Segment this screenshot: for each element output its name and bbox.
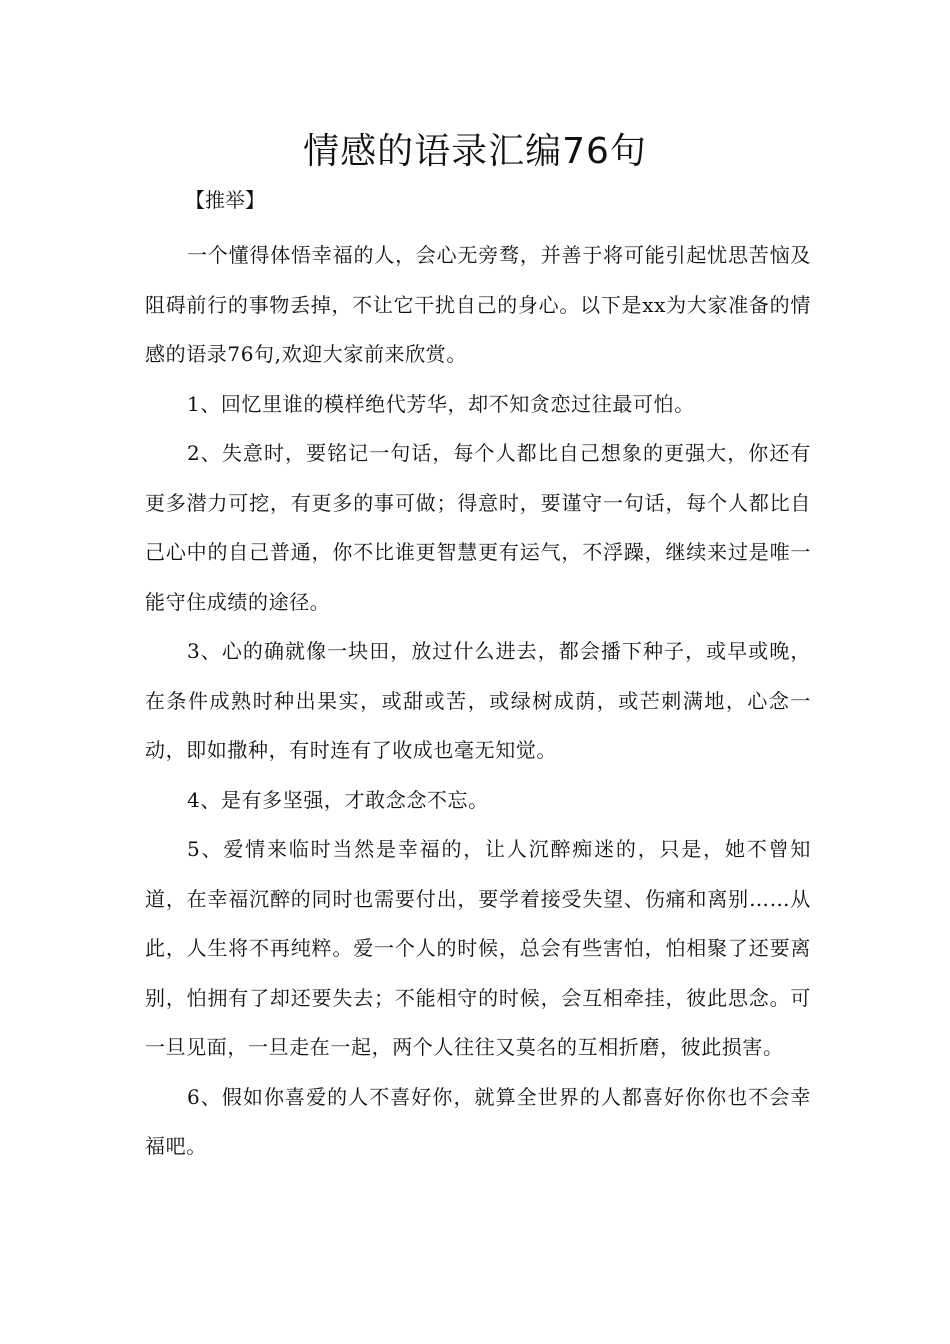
quote-4-paragraph: 4、是有多坚强，才敢念念不忘。: [187, 787, 489, 812]
quote-3-paragraph: 3、心的确就像一块田，放过什么进去，都会播下种子，或早或晚，在条件成熟时种出果实，或甜或苦，或绿树成荫，或芒刺满地，心念一动，即如撒种，有时连有了收成也毫无知觉。: [145, 639, 811, 762]
quote-6-paragraph: 6、假如你喜爱的人不喜好你，就算全世界的人都喜好你你也不会幸福吧。: [145, 1084, 811, 1158]
section-label: 【推举】: [185, 188, 265, 212]
quote-1-paragraph: 1、回忆里谁的模样绝代芳华，却不知贪恋过往最可怕。: [187, 391, 695, 416]
intro-paragraph: 一个懂得体悟幸福的人，会心无旁骛，并善于将可能引起忧思苦恼及阻碍前行的事物丢掉，不让它干扰自己的身心。以下是xx为大家准备的情感的语录76句,欢迎大家前来欣赏。: [145, 243, 811, 366]
quote-5-paragraph: 5、爱情来临时当然是幸福的，让人沉醉痴迷的，只是，她不曾知道，在幸福沉醉的同时也需要付出，要学着接受失望、伤痛和离别……从此，人生将不再纯粹。爱一个人的时候，总会有些害怕，怕相聚了还要离别，怕拥有了却还要失去；不能相守的时候，会互相牵挂，彼此思念。可一旦见面，一旦走在一起，两个人往往又莫名的互相折磨，彼此损害。: [145, 837, 811, 1059]
quote-2-paragraph: 2、失意时，要铭记一句话，每个人都比自己想象的更强大，你还有更多潜力可挖，有更多的事可做；得意时，要谨守一句话，每个人都比自己心中的自己普通，你不比谁更智慧更有运气，不浮躁，继续来过是唯一能守住成绩的途径。: [145, 441, 811, 614]
document-body: [145, 181, 811, 1172]
document-title: 情感的语录汇编76句: [303, 131, 647, 172]
